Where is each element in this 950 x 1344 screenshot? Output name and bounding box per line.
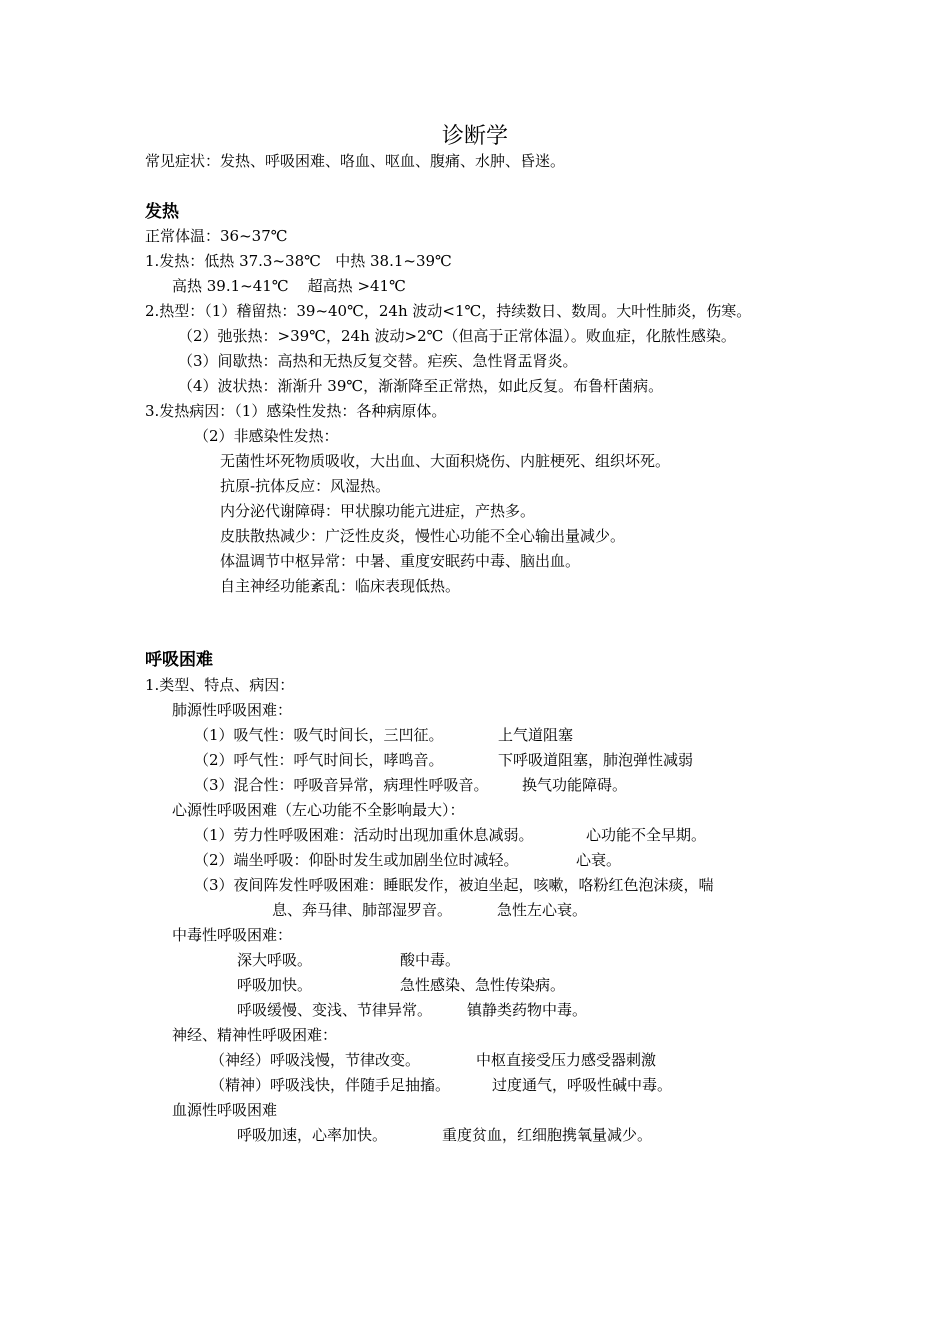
- cardiac-cause: 心功能不全早期。: [586, 826, 707, 844]
- fever-cause-line: （2）非感染性发热：: [194, 427, 339, 445]
- pulmonary-dyspnea-title: 肺源性呼吸困难：: [172, 701, 293, 719]
- blood-feature: 呼吸加速，心率加快。: [237, 1126, 388, 1144]
- toxic-cause: 镇静类药物中毒。: [467, 1001, 588, 1019]
- page-title: 诊断学: [441, 124, 508, 149]
- toxic-dyspnea-title: 中毒性呼吸困难：: [172, 926, 293, 944]
- fever-type-line: （2）弛张热：>39℃，24h 波动>2℃（但高于正常体温）。败血症，化脓性感染。: [178, 327, 736, 345]
- cardiac-feature: 息、奔马律、肺部湿罗音。: [272, 901, 453, 919]
- noninfect-item: 抗原-抗体反应：风湿热。: [220, 477, 391, 495]
- cardiac-feature: （1）劳力性呼吸困难：活动时出现加重休息减弱。: [194, 826, 534, 844]
- neuro-cause: 过度通气，呼吸性碱中毒。: [492, 1076, 673, 1094]
- pulmonary-feature: （2）呼气性：呼气时间长，哮鸣音。: [194, 751, 444, 769]
- blood-dyspnea-title: 血源性呼吸困难: [172, 1101, 278, 1119]
- fever-type-line: （4）波状热：渐渐升 39℃，渐渐降至正常热，如此反复。布鲁杆菌病。: [178, 377, 664, 395]
- blood-cause: 重度贫血，红细胞携氧量减少。: [442, 1126, 653, 1144]
- fever-type-line: 2.热型：（1）稽留热：39~40℃，24h 波动<1℃，持续数日、数周。大叶性肺炎，伤寒。: [145, 302, 752, 320]
- noninfect-item: 自主神经功能紊乱：临床表现低热。: [220, 577, 461, 595]
- cardiac-cause: 心衰。: [576, 851, 622, 869]
- neuro-cause: 中枢直接受压力感受器刺激: [476, 1051, 657, 1069]
- intro-line: 常见症状：发热、呼吸困难、咯血、呕血、腹痛、水肿、昏迷。: [145, 152, 566, 170]
- cardiac-feature: （2）端坐呼吸：仰卧时发生或加剧坐位时减轻。: [194, 851, 519, 869]
- cardiac-feature: （3）夜间阵发性呼吸困难：睡眠发作，被迫坐起，咳嗽，咯粉红色泡沫痰，喘: [194, 876, 714, 894]
- toxic-feature: 呼吸加快。: [237, 976, 313, 994]
- neuro-feature: （精神）呼吸浅快，伴随手足抽搐。: [210, 1076, 451, 1094]
- neuro-feature: （神经）呼吸浅慢，节律改变。: [210, 1051, 421, 1069]
- dyspnea-item-line: 1.类型、特点、病因：: [145, 676, 295, 694]
- toxic-feature: 呼吸缓慢、变浅、节律异常。: [237, 1001, 433, 1019]
- pulmonary-cause: 上气道阻塞: [498, 726, 574, 744]
- section-heading-fever: 发热: [145, 202, 179, 222]
- noninfect-item: 无菌性坏死物质吸收，大出血、大面积烧伤、内脏梗死、组织坏死。: [220, 452, 671, 470]
- pulmonary-cause: 换气功能障碍。: [522, 776, 628, 794]
- toxic-feature: 深大呼吸。: [237, 951, 313, 969]
- toxic-cause: 酸中毒。: [400, 951, 461, 969]
- toxic-cause: 急性感染、急性传染病。: [400, 976, 566, 994]
- cardiac-dyspnea-title: 心源性呼吸困难（左心功能不全影响最大）：: [172, 801, 465, 819]
- pulmonary-cause: 下呼吸道阻塞，肺泡弹性减弱: [498, 751, 694, 769]
- fever-cause-line: 3.发热病因：（1）感染性发热：各种病原体。: [145, 402, 447, 420]
- pulmonary-feature: （3）混合性：呼吸音异常，病理性呼吸音。: [194, 776, 489, 794]
- noninfect-item: 皮肤散热减少：广泛性皮炎，慢性心功能不全心输出量减少。: [220, 527, 626, 545]
- fever-grade-line: 1.发热：低热 37.3~38℃ 中热 38.1~39℃: [145, 252, 452, 270]
- fever-type-line: （3）间歇热：高热和无热反复交替。疟疾、急性肾盂肾炎。: [178, 352, 578, 370]
- normal-temp-line: 正常体温：36~37℃: [145, 227, 288, 245]
- section-heading-dyspnea: 呼吸困难: [145, 650, 213, 670]
- fever-grade-line: 高热 39.1~41℃ 超高热 >41℃: [172, 277, 406, 295]
- noninfect-item: 体温调节中枢异常：中暑、重度安眠药中毒、脑出血。: [220, 552, 581, 570]
- neuro-dyspnea-title: 神经、精神性呼吸困难：: [172, 1026, 338, 1044]
- noninfect-item: 内分泌代谢障碍：甲状腺功能亢进症，产热多。: [220, 502, 536, 520]
- pulmonary-feature: （1）吸气性：吸气时间长，三凹征。: [194, 726, 444, 744]
- cardiac-cause: 急性左心衰。: [497, 901, 588, 919]
